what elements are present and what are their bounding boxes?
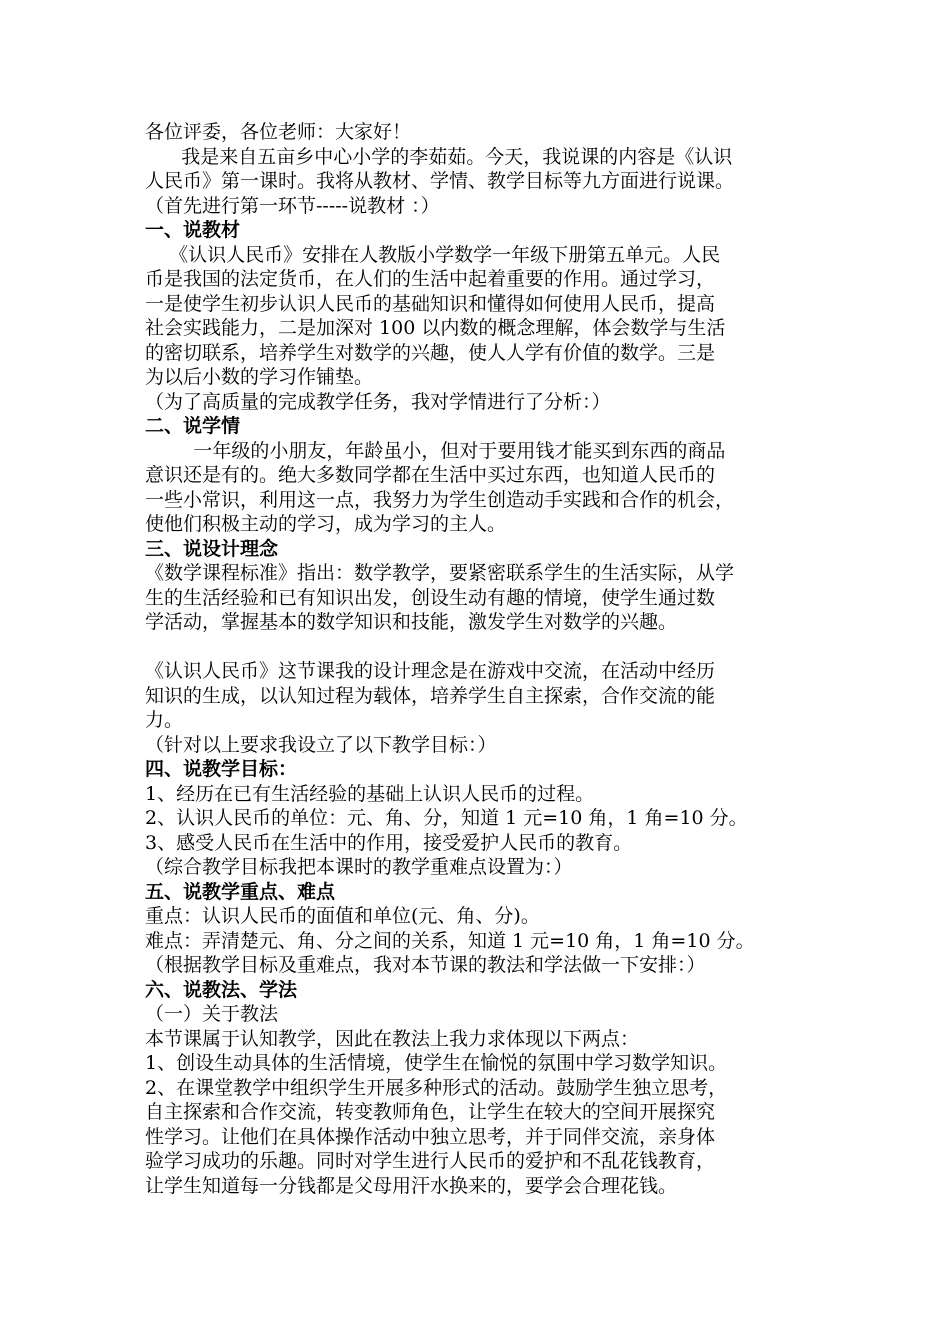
text-line: 《认识人民币》这节课我的设计理念是在游戏中交流，在活动中经历: [145, 660, 716, 682]
text-line: （针对以上要求我设立了以下教学目标：）: [145, 733, 497, 756]
section-heading: 一、说教材: [145, 219, 241, 241]
blank-line: [145, 635, 825, 660]
text-line: 3、感受人民币在生活中的作用，接受爱护人民币的教育。: [145, 831, 633, 854]
text-line: 重点：认识人民币的面值和单位(元、角、分)。: [145, 905, 540, 927]
text-line: 意识还是有的。绝大多数同学都在生活中买过东西，也知道人民币的: [145, 464, 716, 486]
text-line: （一）关于教法: [145, 1003, 279, 1025]
text-line: 币是我国的法定货币，在人们的生活中起着重要的作用。通过学习，: [145, 268, 716, 290]
text-line: 难点：弄清楚元、角、分之间的关系，知道 1 元=10 角，1 角=10 分。: [145, 929, 755, 952]
text-line: 验学习成功的乐趣。同时对学生进行人民币的爱护和不乱花钱教育，: [145, 1150, 716, 1172]
text-line: 我是来自五亩乡中心小学的李茹茹。今天，我说课的内容是《认识: [145, 145, 733, 168]
section-heading: 四、说教学目标：: [145, 758, 298, 780]
text-line: 社会实践能力，二是加深对 100 以内数的概念理解，体会数学与生活: [145, 317, 726, 339]
text-line: 一年级的小朋友，年龄虽小，但对于要用钱才能买到东西的商品: [145, 439, 726, 462]
text-line: （首先进行第一环节-----说教材 ：）: [145, 194, 440, 217]
text-line: （根据教学目标及重难点，我对本节课的教法和学法做一下安排：）: [145, 954, 706, 976]
section-heading: 二、说学情: [145, 415, 241, 437]
text-line: 性学习。让他们在具体操作活动中独立思考，并于同伴交流，亲身体: [145, 1125, 716, 1148]
text-line: 本节课属于认知教学，因此在教法上我力求体现以下两点：: [145, 1027, 640, 1050]
text-line: 一些小常识，利用这一点，我努力为学生创造动手实践和合作的机会，: [145, 488, 735, 511]
text-line: 一是使学生初步认识人民币的基础知识和懂得如何使用人民币，提高: [145, 292, 716, 315]
text-line: 生的生活经验和已有知识出发，创设生动有趣的情境，使学生通过数: [145, 586, 716, 609]
text-line: 力。: [145, 709, 184, 731]
text-line: 1、经历在已有生活经验的基础上认识人民币的过程。: [145, 782, 595, 805]
text-line: 让学生知道每一分钱都是父母用汗水换来的，要学会合理花钱。: [145, 1174, 678, 1197]
text-line: 2、认识人民币的单位：元、角、分，知道 1 元=10 角，1 角=10 分。: [145, 807, 748, 829]
text-line: 为以后小数的学习作铺垫。: [145, 366, 374, 388]
text-line: （为了高质量的完成教学任务，我对学情进行了分析：）: [145, 390, 611, 413]
text-line: （综合教学目标我把本课时的教学重难点设置为：）: [145, 856, 573, 878]
text-line: 人民币》第一课时。我将从教材、学情、教学目标等九方面进行说课。: [145, 170, 735, 192]
section-heading: 五、说教学重点、难点: [145, 880, 336, 903]
text-line: 知识的生成，以认知过程为载体，培养学生自主探索，合作交流的能: [145, 684, 716, 707]
text-line: 的密切联系，培养学生对数学的兴趣，使人人学有价值的数学。三是: [145, 341, 716, 364]
text-line: 自主探索和合作交流，转变教师角色，让学生在较大的空间开展探究: [145, 1101, 716, 1123]
section-heading: 三、说设计理念: [145, 537, 279, 560]
text-line: 使他们积极主动的学习，成为学习的主人。: [145, 513, 507, 535]
text-line: 各位评委，各位老师：大家好！: [145, 121, 412, 143]
text-line: 学活动，掌握基本的数学知识和技能，激发学生对数学的兴趣。: [145, 611, 678, 633]
text-line: 《认识人民币》安排在人教版小学数学一年级下册第五单元。人民: [145, 243, 721, 266]
text-line: 1、创设生动具体的生活情境，使学生在愉悦的氛围中学习数学知识。: [145, 1052, 728, 1074]
document-page: [145, 120, 825, 1198]
text-line: 《数学课程标准》指出：数学教学，要紧密联系学生的生活实际，从学: [145, 562, 735, 584]
text-line: 2、在课堂教学中组织学生开展多种形式的活动。鼓励学生独立思考，: [145, 1076, 728, 1099]
section-heading: 六、说教法、学法: [145, 978, 298, 1001]
